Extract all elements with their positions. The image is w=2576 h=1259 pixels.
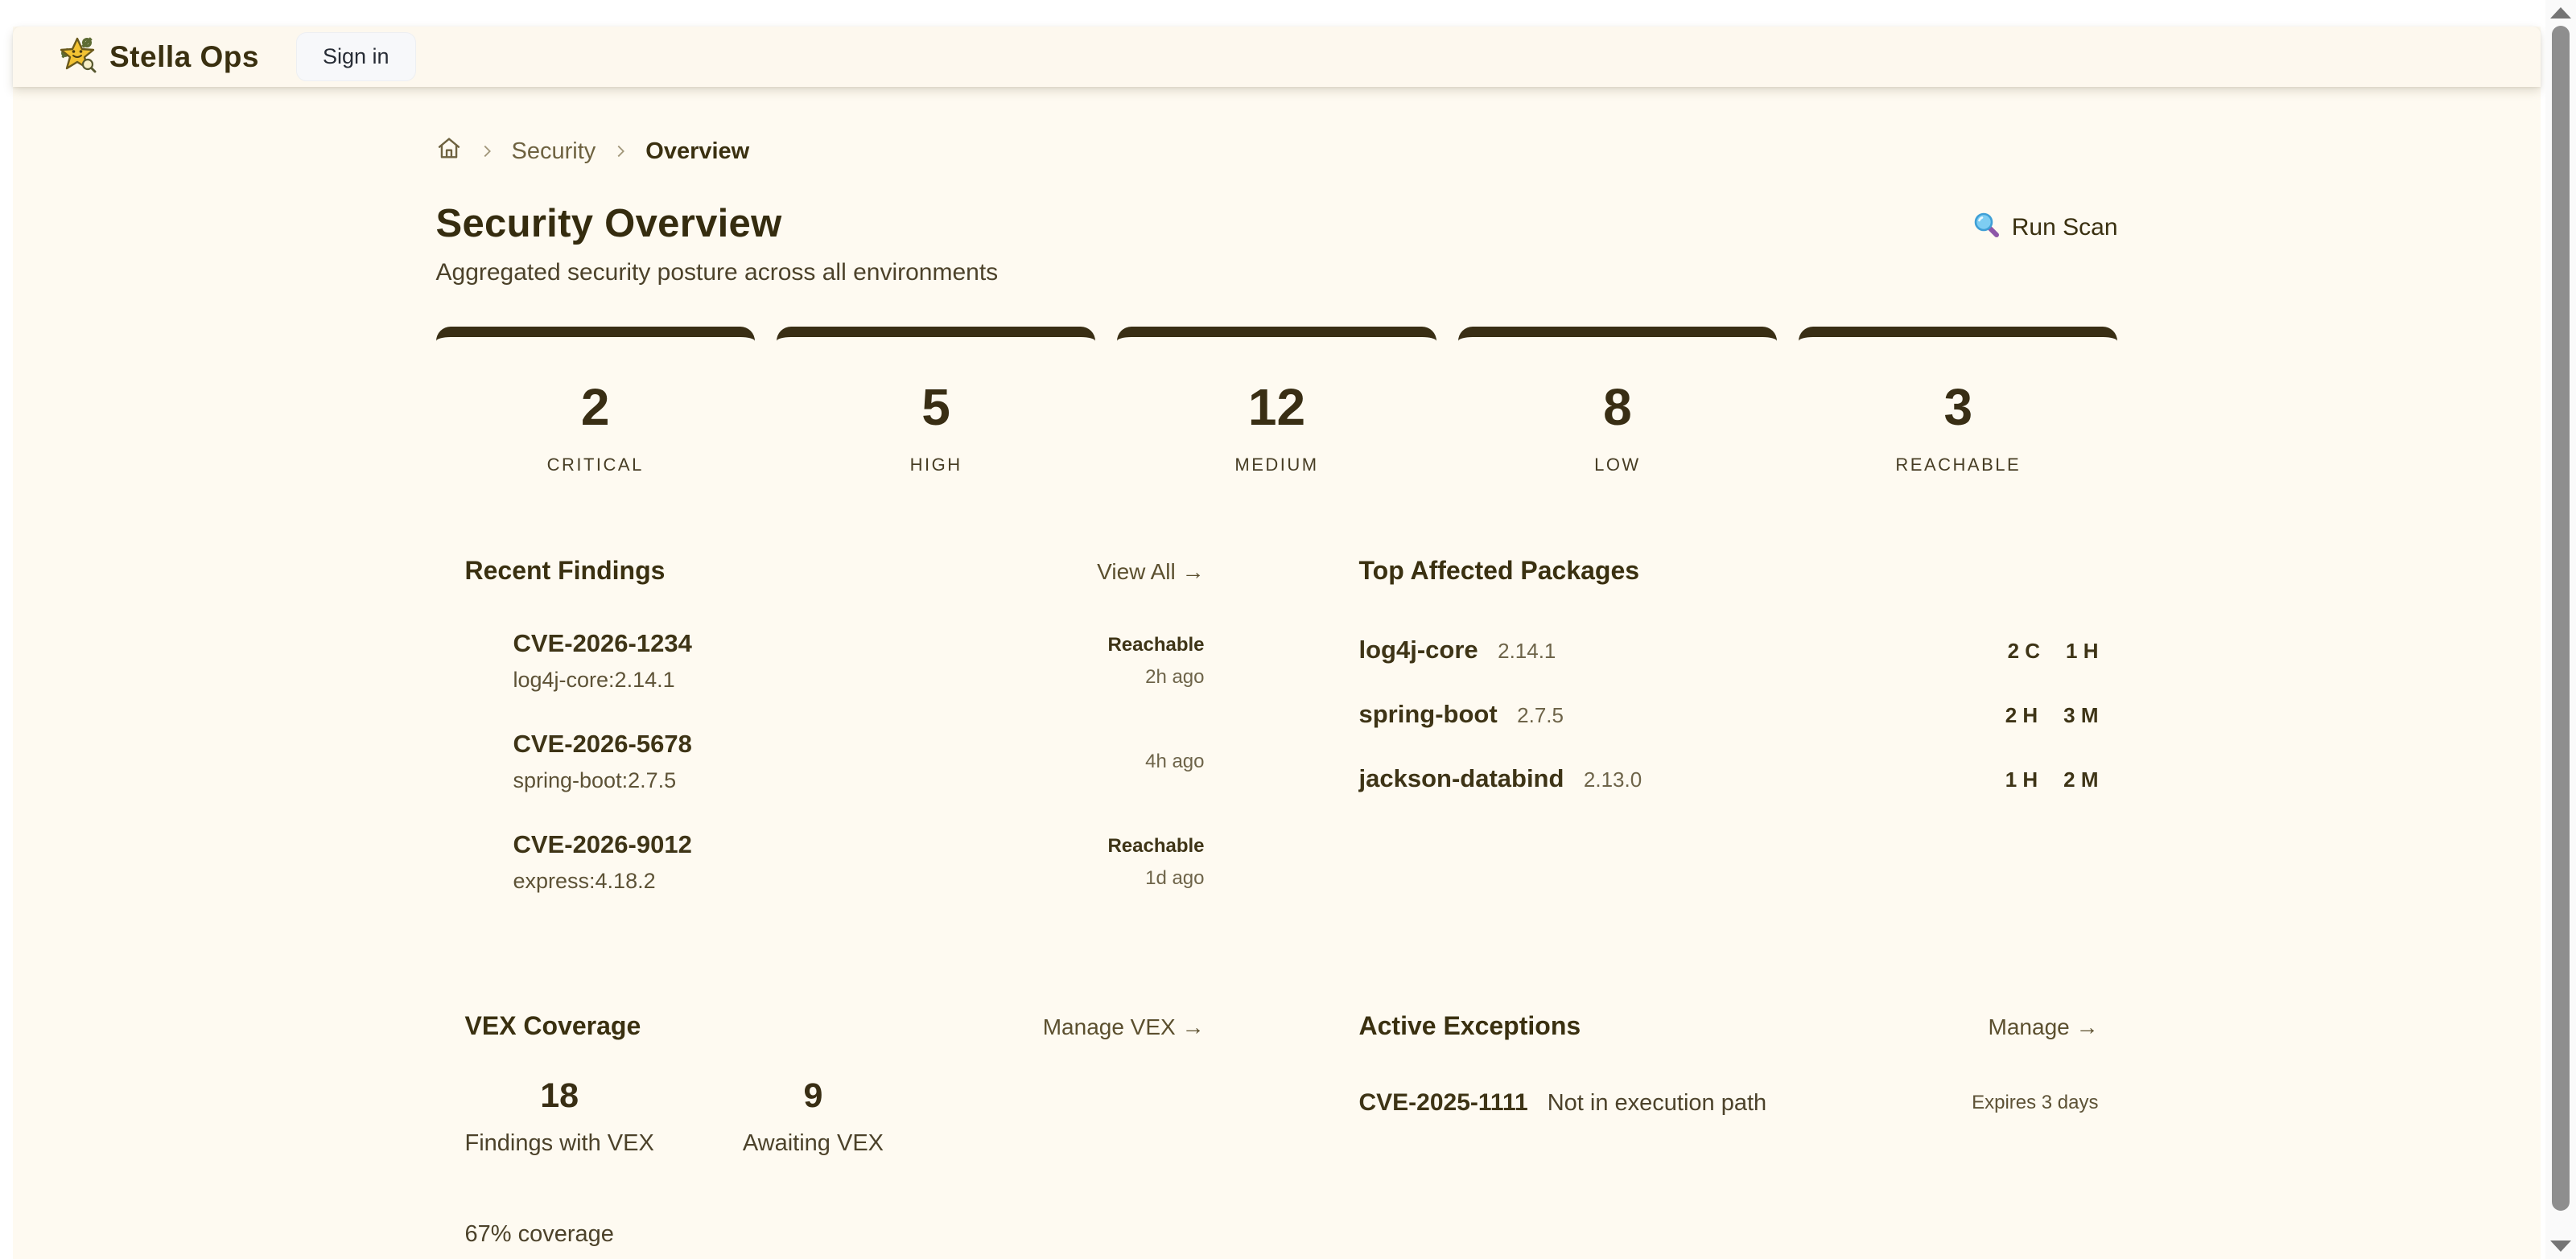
package-version: 2.13.0 [1583, 767, 1642, 792]
package-version: 2.14.1 [1498, 639, 1556, 663]
reachable-badge: Reachable [1107, 834, 1205, 857]
page-title: Security Overview [435, 202, 782, 245]
finding-row[interactable] [436, 629, 1224, 693]
stat-label: REACHABLE [1895, 455, 2022, 475]
package-row[interactable] [1330, 764, 2118, 793]
active-exceptions-title: Active Exceptions [1358, 1011, 1581, 1040]
vex-coverage-section [436, 1011, 1224, 1248]
package-row[interactable] [1330, 636, 2118, 664]
breadcrumb-overview: Overview [645, 138, 750, 164]
stat-card-reachable [1799, 327, 2117, 509]
vex-label: Findings with VEX [464, 1130, 654, 1156]
finding-cve: CVE-2026-9012 [513, 830, 692, 858]
home-icon[interactable] [436, 135, 462, 167]
package-name: jackson-databind [1358, 764, 1564, 792]
recent-findings-section [436, 556, 1224, 931]
severity-stats [436, 327, 2118, 509]
finding-row[interactable] [436, 730, 1224, 793]
top-packages-title: Top Affected Packages [1358, 556, 1640, 585]
finding-time: 1d ago [1145, 866, 1205, 889]
view-all-link[interactable]: View All → [1097, 559, 1205, 584]
exception-reason: Not in execution path [1547, 1090, 1767, 1116]
finding-cve: CVE-2026-5678 [513, 730, 692, 758]
finding-row[interactable] [436, 830, 1224, 894]
stat-label: MEDIUM [1234, 455, 1319, 475]
finding-package: express:4.18.2 [513, 869, 656, 893]
severity-count-badge: 2 C [2007, 639, 2041, 663]
chevron-right-icon [478, 142, 496, 160]
stat-value: 12 [1247, 378, 1306, 436]
finding-package: spring-boot:2.7.5 [513, 768, 677, 792]
recent-findings-title: Recent Findings [464, 556, 666, 585]
stat-value: 5 [921, 378, 950, 436]
top-header [13, 27, 2541, 87]
package-version: 2.7.5 [1517, 703, 1564, 727]
finding-package: log4j-core:2.14.1 [513, 668, 675, 692]
findings-list [436, 629, 1224, 894]
packages-list [1330, 636, 2118, 793]
app-surface [13, 27, 2541, 1259]
vex-coverage-text: 67% coverage [464, 1221, 614, 1247]
package-name: log4j-core [1358, 636, 1478, 664]
exception-row[interactable] [1330, 1089, 2118, 1117]
vex-coverage-title: VEX Coverage [464, 1011, 641, 1040]
sign-in-button[interactable]: Sign in [296, 32, 416, 81]
severity-count-badge: 3 M [2063, 703, 2099, 727]
stat-label: LOW [1594, 455, 1641, 475]
package-row[interactable] [1330, 700, 2118, 729]
vex-stat-with [465, 1076, 654, 1157]
vex-stat-awaiting [743, 1076, 884, 1157]
title-row [436, 201, 2118, 286]
breadcrumb [436, 135, 2118, 167]
vex-value: 9 [803, 1076, 823, 1115]
severity-count-badge: 1 H [2066, 639, 2099, 663]
stat-card-high [777, 327, 1095, 509]
top-packages-section [1330, 556, 2118, 931]
exceptions-list [1330, 1089, 2118, 1117]
app-name: Stella Ops [109, 39, 259, 73]
run-scan-label: Run Scan [2011, 214, 2118, 241]
page-subtitle: Aggregated security posture across all environments [435, 259, 999, 286]
stat-label: CRITICAL [546, 455, 644, 475]
manage-vex-link[interactable]: Manage VEX → [1042, 1014, 1205, 1039]
stat-card-low [1458, 327, 1777, 509]
chevron-right-icon [612, 142, 629, 160]
package-name: spring-boot [1358, 700, 1498, 728]
stat-card-medium [1117, 327, 1436, 509]
finding-time: 4h ago [1145, 750, 1205, 772]
severity-count-badge: 1 H [2005, 767, 2038, 792]
vex-label: Awaiting VEX [742, 1130, 884, 1156]
star-mascot-icon [58, 35, 97, 78]
severity-count-badge: 2 M [2063, 767, 2099, 792]
breadcrumb-security[interactable]: Security [511, 138, 596, 164]
finding-cve: CVE-2026-1234 [513, 629, 692, 657]
scrollbar-thumb[interactable] [2552, 26, 2570, 1211]
vertical-scrollbar[interactable] [2545, 0, 2576, 1259]
vex-stats [436, 1076, 1224, 1157]
finding-time: 2h ago [1145, 665, 1205, 688]
exception-expires: Expires 3 days [1972, 1092, 2099, 1113]
stat-value: 2 [580, 378, 610, 436]
stat-value: 8 [1603, 378, 1632, 436]
stat-card-critical [436, 327, 755, 509]
run-scan-button[interactable] [1972, 211, 2118, 245]
vex-value: 18 [540, 1076, 579, 1115]
exception-cve: CVE-2025-1111 [1358, 1089, 1528, 1116]
scroll-up-arrow[interactable] [2550, 7, 2571, 19]
magnifier-icon [1972, 211, 2000, 245]
manage-exceptions-link[interactable]: Manage → [1988, 1014, 2099, 1039]
stat-value: 3 [1943, 378, 1973, 436]
stat-label: HIGH [909, 455, 962, 475]
logo [58, 35, 259, 78]
severity-count-badge: 2 H [2005, 703, 2038, 727]
active-exceptions-section [1330, 1011, 2118, 1248]
scroll-down-arrow[interactable] [2550, 1240, 2571, 1252]
reachable-badge: Reachable [1107, 633, 1205, 656]
